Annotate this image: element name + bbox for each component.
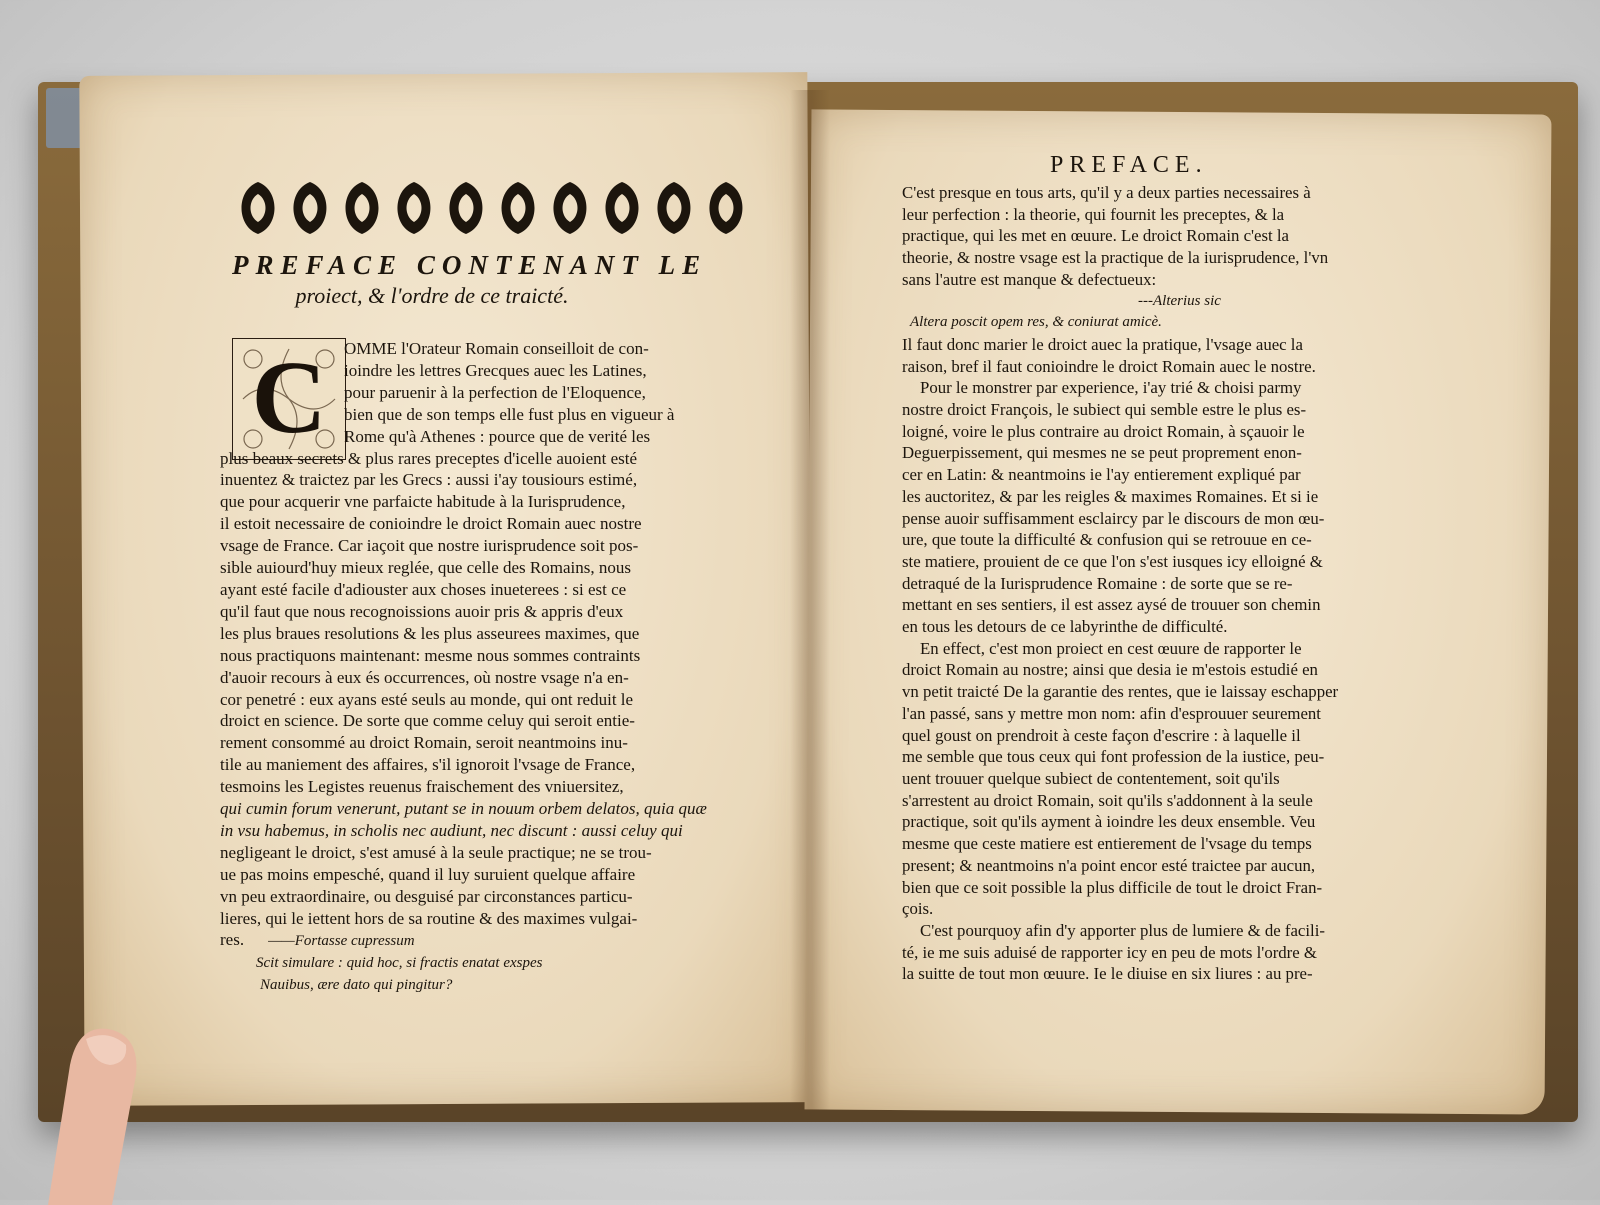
text-line: res. ——Fortasse cupressum (220, 930, 415, 950)
text-line: uent trouuer quelque subiect de contentement, soit qu'ils (902, 768, 1280, 788)
ornament-motif (398, 182, 431, 234)
verse-inline: ——Fortasse cupressum (268, 933, 415, 950)
text-line: theorie, & nostre vsage est la practique de la iurisprudence, l'vn (902, 248, 1329, 268)
text-line: sible auiourd'huy mieux reglée, que celle des Romains, nous (220, 558, 631, 578)
text-line: la suitte de tout mon œuure. Ie le diuise en six liures : au pre- (902, 964, 1313, 984)
text-line: vsage de France. Car iaçoit que nostre iurisprudence soit pos- (220, 536, 639, 556)
ornament-motif (450, 182, 483, 234)
text-line: droict en science. De sorte que comme celuy qui seroit entie- (220, 711, 635, 731)
text-line: qu'il faut que nous recognoissions auoir pris & appris d'eux (220, 601, 624, 621)
text-line: çois. (902, 899, 934, 919)
text-line: sans l'autre est manque & defectueux: (902, 269, 1157, 289)
text-line: Deguerpissement, qui mesmes ne se peut proprement enon- (902, 443, 1302, 463)
text-line: il estoit necessaire de conioindre le droict Romain auec nostre (220, 514, 642, 534)
text-line: qui cumin forum venerunt, putant se in nouum orbem delatos, quia quæ (220, 799, 707, 819)
ornamental-headpiece (232, 176, 752, 240)
ornament-motif (710, 182, 743, 234)
ornament-motif (606, 182, 639, 234)
text-line: s'arrestent au droict Romain, soit qu'ils s'addonnent à la seule (902, 790, 1313, 810)
ornament-motif (294, 182, 327, 234)
text-line: droict Romain au nostre; ainsi que desia ie m'estois estudié en (902, 660, 1318, 680)
text-line: Il faut donc marier le droict auec la pratique, l'vsage auec la (902, 334, 1303, 354)
text-line: rement consommé au droict Romain, seroit neantmoins inu- (220, 733, 628, 753)
ornament-motif (242, 182, 275, 234)
text-line: pense auoir suffisamment esclaircy par le discours de mon œu- (902, 508, 1325, 528)
text-line: negligeant le droict, s'est amusé à la seule practique; ne se trou- (220, 842, 652, 862)
text-line: en tous les detours de ce labyrinthe de difficulté. (902, 617, 1228, 637)
text-line: leur perfection : la theorie, qui fournit les preceptes, & la (902, 204, 1285, 224)
text-line: me semble que tous ceux qui font profession de la iustice, peu- (902, 747, 1325, 767)
left-title (232, 250, 752, 309)
text-line: practique, qui les met en œuure. Le droict Romain c'est la (902, 226, 1290, 246)
text-line: bien que de son temps elle fust plus en vigueur à (344, 404, 675, 424)
text-line: bien que ce soit possible la plus difficile de tout le droict Fran- (902, 877, 1323, 897)
text-line: present; & neantmoins n'a point encor esté traictee par aucun, (902, 855, 1316, 875)
text-line: nostre droict François, le subiect qui semble estre le plus es- (902, 400, 1307, 420)
text-line: in vsu habemus, in scholis nec audiunt, nec discunt : aussi celuy qui (220, 820, 683, 840)
thumb-holding-page (0, 1005, 150, 1205)
quote-line: Altera poscit opem res, & coniurat amicè. (910, 314, 1162, 331)
text-line: vn petit traicté De la garantie des rentes, que ie laissay eschapper (902, 682, 1339, 702)
running-head: PREFACE. (1050, 152, 1208, 178)
text-line: d'auoir recours à eux és occurrences, où nostre vsage n'a en- (220, 667, 629, 687)
text-line: ioindre les lettres Grecques auec les Latines, (344, 360, 647, 380)
text-line: detraqué de la Iurisprudence Romaine : de sorte que se re- (902, 573, 1293, 593)
text-line: vn peu extraordinaire, ou desguisé par circonstances particu- (220, 886, 633, 906)
text-line: C'est pourquoy afin d'y apporter plus de lumiere & de facili- (920, 920, 1325, 940)
text-line: tile au maniement des affaires, s'il ignoroit l'vsage de France, (220, 755, 636, 775)
text-line: practique, soit qu'ils ayment à ioindre les deux ensemble. Veu (902, 812, 1316, 832)
text-line: quel goust on prendroit à ceste façon d'escrire : à laquelle il (902, 725, 1301, 745)
text-line: ue pas moins empesché, quand il luy suruient quelque affaire (220, 864, 636, 884)
text-line: l'an passé, sans y mettre mon nom: afin d'esprouuer seurement (902, 703, 1321, 723)
text-line: C'est presque en tous arts, qu'il y a deux parties necessaires à (902, 183, 1311, 202)
text-line: OMME l'Orateur Romain conseilloit de con- (344, 339, 649, 358)
text-line: ste matiere, prouient de ce que l'on s'est iusques icy elloigné & (902, 551, 1323, 571)
text-line: Rome qu'à Athenes : pource que de verité les (344, 426, 651, 446)
text-line: pour paruenir à la perfection de l'Eloquence, (344, 382, 646, 402)
ornament-motif (554, 182, 587, 234)
ornament-motif (346, 182, 379, 234)
ornament-motif (658, 182, 691, 234)
text-line: nous practiquons maintenant: mesme nous sommes contraints (220, 645, 641, 665)
title-line-2: proiect, & l'ordre de ce traicté. (295, 283, 569, 308)
text-line: plus beaux secrets & plus rares preceptes d'icelle auoient esté (220, 448, 638, 468)
text-line: Pour le monstrer par experience, i'ay trié & choisi parmy (920, 378, 1302, 398)
text-line: En effect, c'est mon proiect en cest œuure de rapporter le (920, 638, 1302, 658)
text-line: mettant en ses sentiers, il est assez aysé de trouuer son chemin (902, 595, 1321, 615)
ornament-motif (502, 182, 535, 234)
book-gutter (790, 90, 830, 1110)
text-line: cor penetré : eux ayans esté seuls au monde, qui ont reduit le (220, 689, 634, 709)
verse-line: Nauibus, ære dato qui pingitur? (260, 977, 453, 994)
text-line: cer en Latin: & neantmoins ie l'ay entierement expliqué par (902, 465, 1301, 485)
text-line: que pour acquerir vne parfaicte habitude à la Iurisprudence, (220, 492, 626, 512)
text-line: tesmoins les Legistes reuenus fraischement des vniuersitez, (220, 777, 624, 797)
text-line: loigné, voire le plus contraire au droict Romain, à sçauoir le (902, 421, 1305, 441)
verse-line: Scit simulare : quid hoc, si fractis enatat exspes (256, 955, 543, 972)
text-line: raison, bref il faut conioindre le droict Romain auec le nostre. (902, 356, 1316, 376)
left-body-text (220, 338, 740, 997)
dropcap-letter: C (251, 340, 327, 455)
text-line: inuentez & traictez par les Grecs : aussi i'ay tousiours estimé, (220, 470, 638, 490)
text-line: té, ie me suis aduisé de rapporter icy en peu de mots l'ordre & (902, 942, 1317, 962)
text-line: les auctoritez, & par les reigles & maximes Romaines. Et si ie (902, 486, 1319, 506)
quote-line: ---Alterius sic (1138, 292, 1221, 309)
text-line: ayant esté facile d'adiouster aux choses inueterees : si est ce (220, 579, 627, 599)
text-line: lieres, qui le iettent hors de sa routine & des maximes vulgai- (220, 908, 638, 928)
title-line-1: PREFACE CONTENANT LE (232, 250, 708, 280)
text-line: ure, que toute la difficulté & confusion qui se retrouue en ce- (902, 530, 1312, 550)
text-line: les plus braues resolutions & les plus asseurees maximes, que (220, 623, 640, 643)
right-body-text (902, 182, 1400, 985)
text-line: mesme que ceste matiere est entierement de l'vsage du temps (902, 834, 1312, 854)
